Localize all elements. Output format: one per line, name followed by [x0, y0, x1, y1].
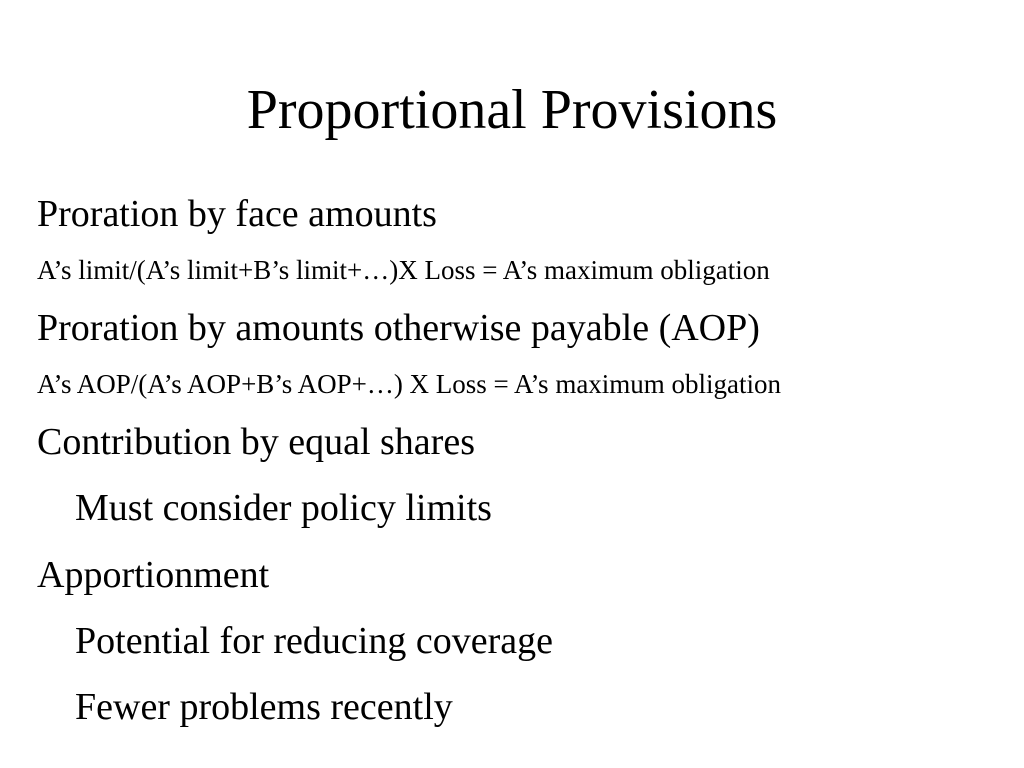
subbullet-reducing-coverage: Potential for reducing coverage [75, 620, 553, 662]
subbullet-fewer-problems: Fewer problems recently [75, 686, 453, 728]
formula-face-amounts: A’s limit/(A’s limit+B’s limit+…)X Loss = A’s maximum obligation [37, 255, 770, 285]
slide-title: Proportional Provisions [246, 79, 778, 141]
bullet-apportionment: Apportionment [37, 554, 270, 596]
bullet-contribution-by-equal-shares: Contribution by equal shares [37, 421, 475, 463]
bullet-proration-by-aop: Proration by amounts otherwise payable (AOP) [37, 307, 760, 349]
bullet-proration-by-face-amounts: Proration by face amounts [37, 193, 437, 235]
formula-aop: A’s AOP/(A’s AOP+B’s AOP+…) X Loss = A’s maximum obligation [37, 369, 782, 399]
subbullet-policy-limits: Must consider policy limits [75, 487, 492, 529]
